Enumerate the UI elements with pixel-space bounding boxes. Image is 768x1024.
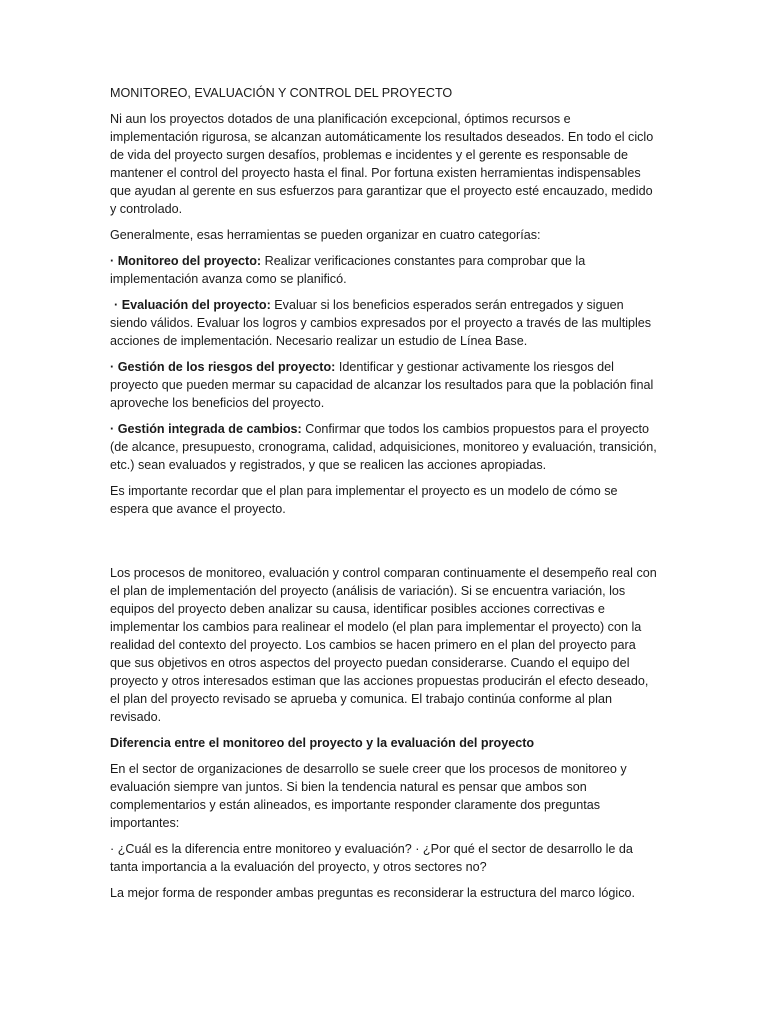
document-title: MONITOREO, EVALUACIÓN Y CONTROL DEL PROYECTO (110, 86, 453, 100)
tool-term: · Monitoreo del proyecto: (110, 254, 262, 268)
tool-text: Confirmar que todos los cambios propuestos para el proyecto (de alcance, presupuesto, cronograma, calidad, adquisiciones, monitoreo y evaluación, transición, etc.) sean evaluados y registrados, y que se realicen las acciones apropiadas. (110, 422, 657, 472)
intro-paragraph: Ni aun los proyectos dotados de una planificación excepcional, óptimos recursos e implementación rigurosa, se alcanzan automáticamente los resultados deseados. En todo el ciclo de vida del proyecto surgen desafíos, problemas e incidentes y el gerente es responsable de mantener el control del proyecto hasta el final. Por fortuna existen herramientas indispensables que ayudan al gerente en sus esfuerzos para garantizar que el proyecto esté encauzado, medido y controlado. (110, 112, 654, 216)
tool-term: · Evaluación del proyecto: (114, 298, 271, 312)
blank-spacer (110, 526, 658, 564)
categories-intro: Generalmente, esas herramientas se pueden organizar en cuatro categorías: (110, 228, 541, 242)
tool-text: Identificar y gestionar activamente los riesgos del proyecto que pueden mermar su capacidad de alcanzar los resultados para que la población final aproveche los beneficios del proyecto. (110, 360, 654, 410)
plan-note: Es importante recordar que el plan para implementar el proyecto es un modelo de cómo se espera que avance el proyecto. (110, 484, 618, 516)
questions-paragraph: · ¿Cuál es la diferencia entre monitoreo y evaluación? · ¿Por qué el sector de desarrollo le da tanta importancia a la evaluación del proyecto, y otros sectores no? (110, 842, 633, 874)
tool-evaluacion (110, 296, 658, 350)
tool-text: Evaluar si los beneficios esperados serán entregados y siguen siendo válidos. Evaluar los logros y cambios expresados por el proyecto a través de las multiples acciones de implementación. Necesario realizar un estudio de Línea Base. (110, 298, 652, 348)
closing-paragraph: La mejor forma de responder ambas preguntas es reconsiderar la estructura del marco lógico. (110, 886, 636, 900)
tool-monitoreo (110, 252, 658, 288)
tool-term: · Gestión integrada de cambios: (110, 422, 302, 436)
processes-paragraph: Los procesos de monitoreo, evaluación y control comparan continuamente el desempeño real con el plan de implementación del proyecto (análisis de variación). Si se encuentra variación, los equipos del proyecto deben analizar su causa, identificar posibles acciones correctivas e implementar los cambios para realinear el modelo (el plan para implementar el proyecto) con la realidad del contexto del proyecto. Los cambios se hacen primero en el plan del proyecto para que sus objetivos en otros aspectos del proyecto puedan considerarse. Cuando el equipo del proyecto y otros interesados estiman que las acciones propuestas producirán el efecto deseado, el plan del proyecto revisado se aprueba y comunica. El trabajo continúa conforme al plan revisado. (110, 566, 657, 724)
tool-riesgos (110, 358, 658, 412)
section-heading: Diferencia entre el monitoreo del proyecto y la evaluación del proyecto (110, 736, 535, 750)
section-intro: En el sector de organizaciones de desarrollo se suele creer que los procesos de monitoreo y evaluación siempre van juntos. Si bien la tendencia natural es pensar que ambos son complementarios y están alineados, es importante responder claramente dos preguntas importantes: (110, 762, 627, 830)
tool-text: Realizar verificaciones constantes para comprobar que la implementación avanza como se planificó. (110, 254, 586, 286)
tool-term: · Gestión de los riesgos del proyecto: (110, 360, 336, 374)
tool-cambios (110, 420, 658, 474)
document-page (110, 84, 658, 910)
